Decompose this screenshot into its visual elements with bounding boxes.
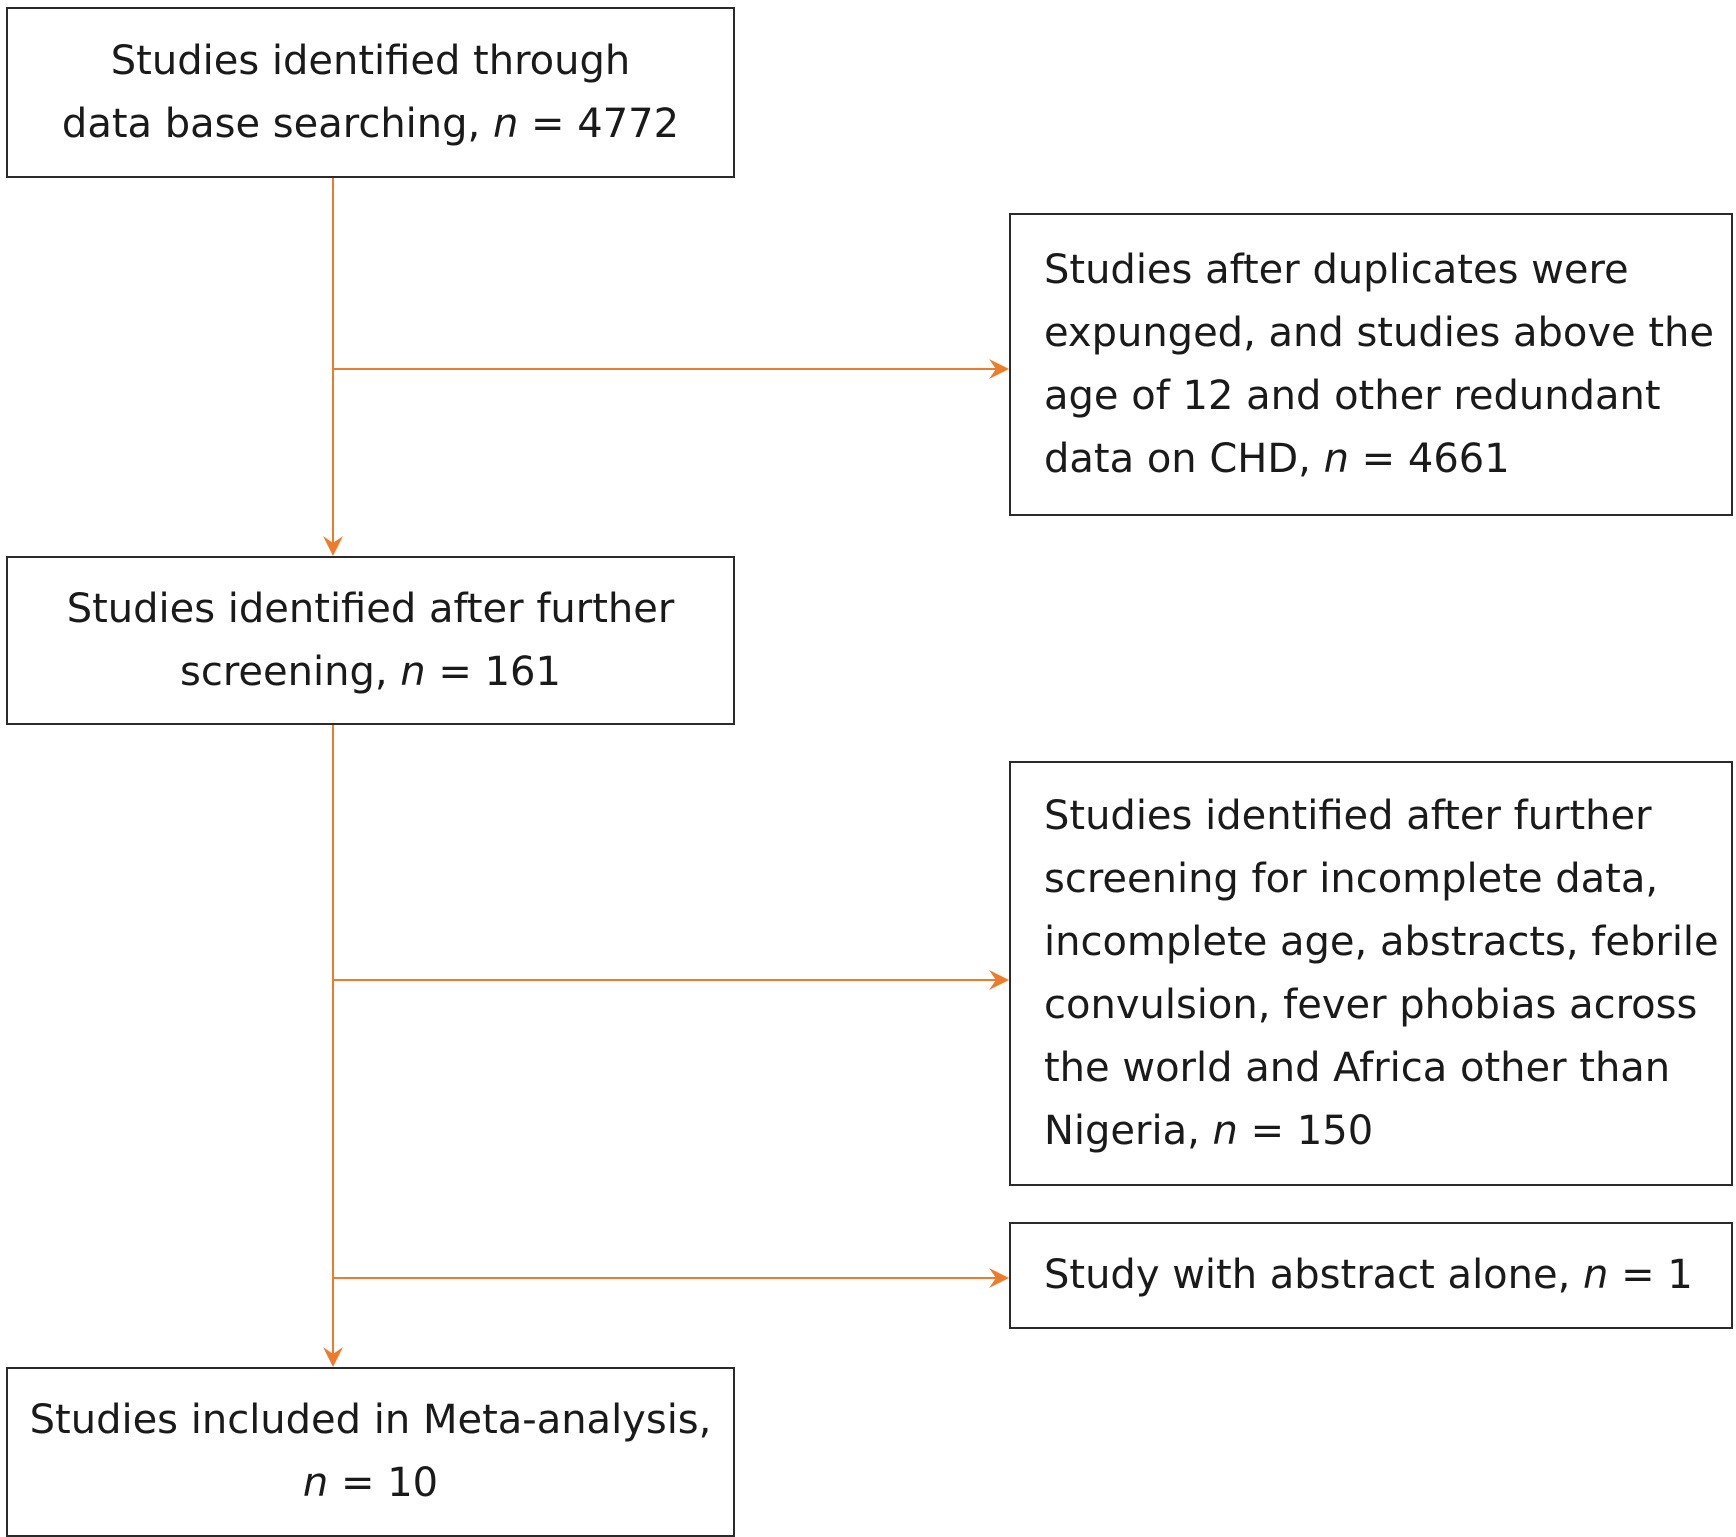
line-text: convulsion, fever phobias across xyxy=(1044,981,1698,1028)
box-further-screening-text xyxy=(67,578,675,704)
count-variable: n xyxy=(302,1460,329,1506)
line-text: the world and Africa other than xyxy=(1044,1044,1671,1091)
line-text: screening for incomplete data, xyxy=(1044,855,1659,902)
count-variable: n xyxy=(400,648,426,695)
box-database-search xyxy=(6,7,735,178)
box-database-search-text xyxy=(62,30,679,156)
line-text: Study with abstract alone, xyxy=(1044,1252,1584,1298)
text-line xyxy=(1044,785,1719,848)
text-line xyxy=(62,30,679,93)
count-value: = 10 xyxy=(328,1460,439,1506)
box-incomplete-data-excluded xyxy=(1009,761,1733,1186)
line-text: Studies included in Meta-analysis, xyxy=(29,1397,712,1443)
line-text: Studies identified through xyxy=(110,37,631,84)
text-line xyxy=(1044,1100,1719,1163)
line-text: Studies after duplicates were xyxy=(1044,246,1629,293)
box-incomplete-data-excluded-text xyxy=(1044,785,1719,1163)
line-text: Studies identified after further xyxy=(1044,792,1652,839)
line-text: age of 12 and other redundant xyxy=(1044,372,1661,419)
box-further-screening xyxy=(6,556,735,725)
count-value: = 161 xyxy=(425,648,561,695)
box-abstract-alone xyxy=(1009,1222,1733,1329)
text-line xyxy=(1044,302,1714,365)
text-line xyxy=(30,1452,712,1515)
text-line xyxy=(62,93,679,156)
count-value: = 1 xyxy=(1608,1252,1693,1298)
box-meta-analysis-included xyxy=(6,1367,735,1537)
count-value: = 4661 xyxy=(1348,435,1510,482)
text-line xyxy=(67,641,675,704)
box-duplicates-expunged-text xyxy=(1044,239,1714,491)
count-value: = 150 xyxy=(1237,1107,1374,1154)
line-text: Studies identified after further xyxy=(66,585,675,632)
text-line xyxy=(1044,428,1714,491)
count-value: = 4772 xyxy=(518,100,680,147)
text-line xyxy=(1044,974,1719,1037)
text-line xyxy=(67,578,675,641)
line-text: screening, xyxy=(180,648,401,695)
text-line xyxy=(1044,1037,1719,1100)
count-variable: n xyxy=(1212,1107,1238,1154)
text-line xyxy=(30,1389,712,1452)
line-text: Nigeria, xyxy=(1044,1107,1213,1154)
text-line xyxy=(1044,911,1719,974)
line-text: expunged, and studies above the xyxy=(1044,309,1715,356)
count-variable: n xyxy=(1583,1252,1609,1298)
count-variable: n xyxy=(1323,435,1349,482)
box-meta-analysis-included-text xyxy=(30,1389,712,1515)
line-text: data on CHD, xyxy=(1044,435,1324,482)
count-variable: n xyxy=(492,100,519,147)
box-abstract-alone-text xyxy=(1044,1244,1693,1307)
text-line xyxy=(1044,848,1719,911)
line-text: incomplete age, abstracts, febrile xyxy=(1044,918,1719,965)
text-line xyxy=(1044,1244,1693,1307)
line-text: data base searching, xyxy=(61,100,493,147)
text-line xyxy=(1044,365,1714,428)
text-line xyxy=(1044,239,1714,302)
box-duplicates-expunged xyxy=(1009,213,1733,516)
